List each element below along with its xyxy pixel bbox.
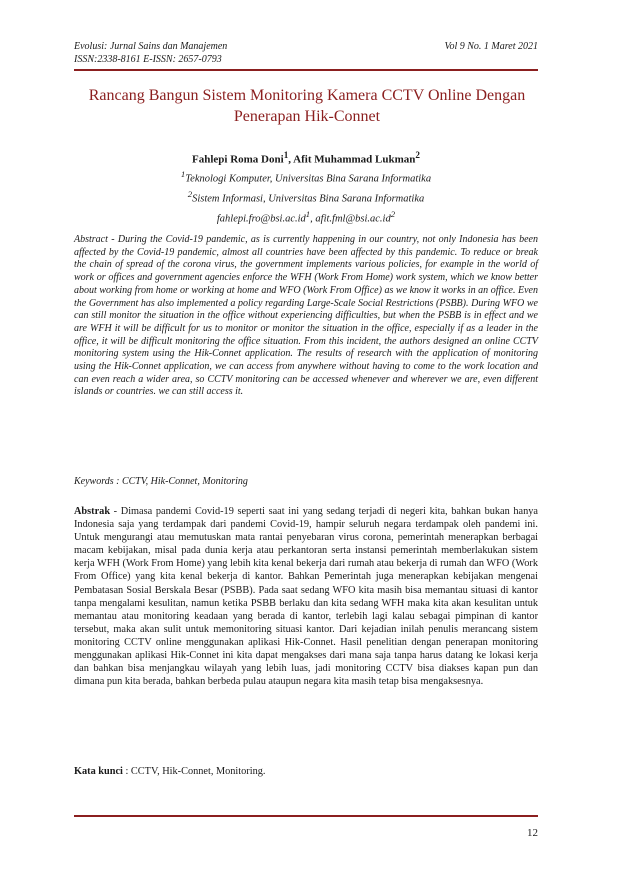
- paper-title: Rancang Bangun Sistem Monitoring Kamera CCTV Online Dengan Penerapan Hik-Connet: [88, 87, 526, 125]
- volume-info: Vol 9 No. 1 Maret 2021: [444, 41, 538, 52]
- footer-divider: [74, 815, 538, 817]
- abstract-english: Abstract - During the Covid-19 pandemic, as is currently happening in our country, not only Indonesia has been affected by the Covid-19 pandemic, almost all countries have been affected by this pandemic. To reduce or break the chain of spread of the corona virus, the government implements various policies, for example in the world of work or offices and government agencies enforce the WFH (Work From Home) work system, which we know better about working from home or working at home and WFO (Work From Office) as we know it works in an office. Even the Government has also implemented a policy regarding Large-Scale Social Restrictions (PSBB). During WFO we can still monitor the situation in the office without experiencing difficulties, but when the PSBB is in effect and we are WFH it will be difficult for us to monitor or monitor the situation in the office, especially if as a leader in the office, it will be difficult monitoring the office situation. From this incident, the authors designed an online CCTV monitoring system using the Hik-Connet application. The results of research with the application of monitoring using the Hik-Connet application, we can access from anywhere without having to come to the work location and can even reach a wider area, so CCTV monitoring can be accessed whenever and wherever we are, even different islands or countries. we can still access it.: [74, 234, 538, 398]
- author-names: Fahlepi Roma Doni$^1$, Afit Muhammad Lukman$^2$: [192, 150, 420, 166]
- author-emails: $fahlepi.fro@bsi.ac.id^1$, $afit.fml@bsi.ac.id^2$: [216, 209, 396, 225]
- abstrak-text: - Dimasa pandemi Covid-19 seperti saat ini yang sedang terjadi di negeri kita, bahkan bukan hanya Indonesia saja yang terdampak dari pandemi Covid-19, hampir seluruh negara terdampak oleh pandemi ini. Untuk mengurangi atau memutuskan mata rantai penyebaran virus corona, pemerintah menerapkan berbagai macam kebijakan, misal pada dunia kerja atau perkantoran serta instansi pemerintah memberlakukan sistem kerja WFH (Work From Home) yang lebih kita kenal bekerja dari rumah atau bekerja di rumah dan WFO (Work From Office) yang kita kenal bekerja di kantor. Bahkan Pemerintah juga menerapkan kebijakan mengenai Pembatasan Sosial Berskala Besar (PSBB). Pada saat sedang WFO kita masih bisa memantau situasi di kantor tanpa mengalami kesulitan, namun ketika PSBB berlaku dan kita sedang WFH maka kita akan kesulitan untuk memantau atau monitoring keadaan yang berada di kantor, terlebih lagi kalau sebagai pimpinan di kantor tersebut, maka akan sulit untuk memonitoring situasi kantor. Dari kejadian inilah penulis merancang sistem monitoring CCTV online menggunakan aplikasi Hik-Connet. Hasil penelitian dengan penerapan monitoring menggunakan aplikasi Hik-Connet ini kita dapat mengakses dari mana saja tanpa harus datang ke lokasi kerja dan bahkan bisa menjangkau wilayah yang lebih luas, jadi monitoring CCTV bisa diakses kapan pun dan dimana pun kita berada, bahkan berbeda pulau ataupun negara kita masih tetap bisa mengaksesnya.: [74, 506, 538, 688]
- katakunci-label: Kata kunci: [74, 766, 123, 777]
- page-number: 12: [527, 827, 538, 839]
- abstract-indonesian: [74, 505, 538, 688]
- running-header: [74, 40, 538, 66]
- keywords-english: Keywords : CCTV, Hik-Connet, Monitoring: [74, 476, 248, 487]
- affiliation-1: $^1$Teknologi Komputer, Universitas Bina Sarana Informatika: [180, 169, 432, 185]
- author-block: [74, 148, 538, 227]
- issn-line: ISSN:2338-8161 E-ISSN: 2657-0793: [74, 54, 222, 65]
- abstrak-label: Abstrak: [74, 506, 111, 517]
- katakunci-text: : CCTV, Hik-Connet, Monitoring.: [122, 766, 266, 777]
- journal-name: Evolusi: Jurnal Sains dan Manajemen: [74, 41, 228, 52]
- affiliation-2: $^2$Sistem Informasi, Universitas Bina Sarana Informatika: [187, 189, 425, 205]
- header-divider: [74, 69, 538, 71]
- keywords-indonesian: [74, 766, 265, 777]
